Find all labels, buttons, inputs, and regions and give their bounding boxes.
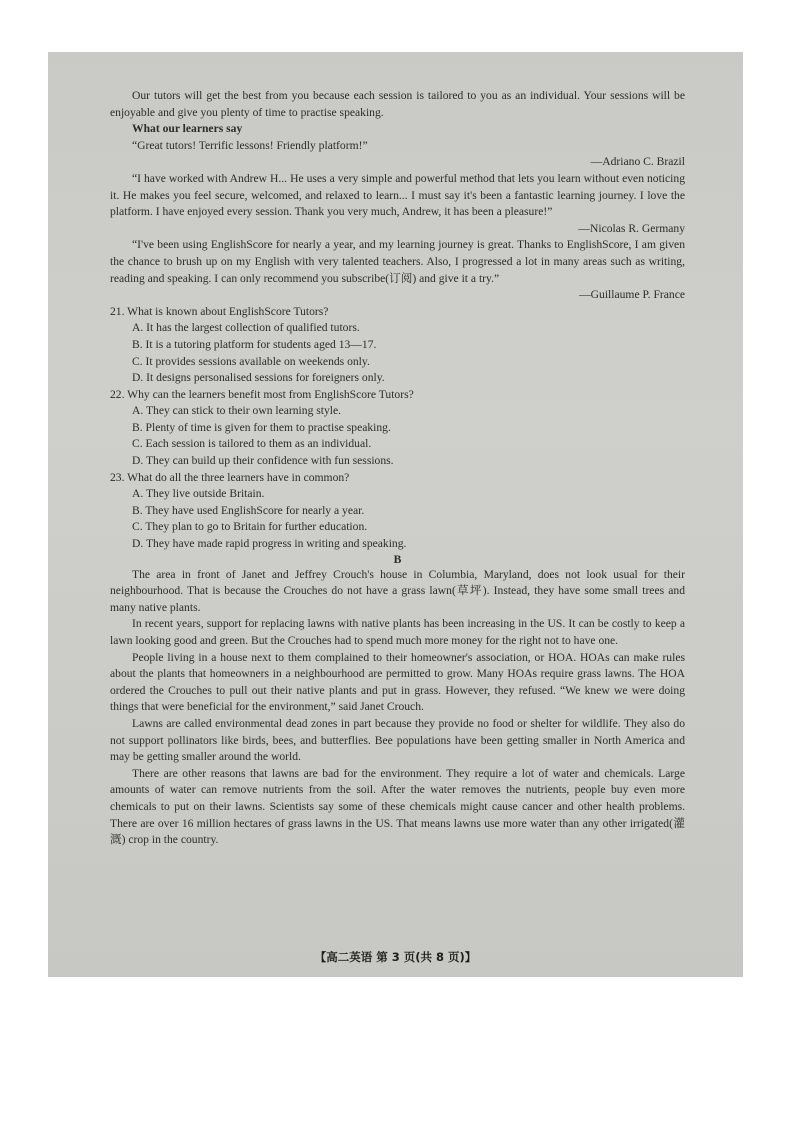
question-stem: 23. What do all the three learners have in common? <box>110 470 350 484</box>
option-a: A. It has the largest collection of qualified tutors. <box>132 321 360 335</box>
question-23 <box>110 470 685 553</box>
passage-b-paragraph-2: In recent years, support for replacing lawns with native plants has been increasing in the US. It can be costly to keep a lawn looking good and green. But the Crouches had to spend much more money for the right not to have one. <box>110 617 685 647</box>
option-b: B. It is a tutoring platform for students aged 13—17. <box>132 337 377 351</box>
option-d: D. They can build up their confidence with fun sessions. <box>132 454 394 468</box>
question-22 <box>110 387 685 470</box>
review-2-author: —Nicolas R. Germany <box>578 221 685 235</box>
passage-b-paragraph-1: The area in front of Janet and Jeffrey Crouch's house in Columbia, Maryland, does not look usual for their neighbourhood. That is because the Crouches do not have a grass lawn(草坪). Instead, they have some small trees and many native plants. <box>110 567 685 614</box>
option-c: C. They plan to go to Britain for further education. <box>132 520 368 534</box>
passage-b-paragraph-4: Lawns are called environmental dead zones in part because they provide no food or shelter for wildlife. They also do not support pollinators like birds, bees, and butterflies. Bee populations have been getting smaller in North America and may be getting smaller around the world. <box>110 716 685 764</box>
exam-page-photo <box>48 52 743 977</box>
page-footer: 【高二英语 第 3 页(共 8 页)】 <box>314 950 477 964</box>
option-a: A. They can stick to their own learning style. <box>132 404 342 418</box>
option-c: C. Each session is tailored to them as an individual. <box>132 437 372 451</box>
option-b: B. Plenty of time is given for them to practise speaking. <box>132 420 391 434</box>
option-c: C. It provides sessions available on weekends only. <box>132 354 370 368</box>
option-d: D. They have made rapid progress in writing and speaking. <box>132 537 407 551</box>
review-1-text: “Great tutors! Terrific lessons! Friendly platform!” <box>132 138 368 152</box>
passage-b-paragraph-5: There are other reasons that lawns are bad for the environment. They require a lot of water and chemicals. Large amounts of water can remove nutrients from the soil. After the water removes the nutrients, people buy even more chemicals to put on their lawns. Scientists say some of these chemicals might cause cancer and other health problems. There are over 16 million hectares of grass lawns in the US. That means lawns use more water than any other irrigated(灌溉) crop in the country. <box>110 766 685 847</box>
option-d: D. It designs personalised sessions for foreigners only. <box>132 371 385 385</box>
question-stem: 22. Why can the learners benefit most from EnglishScore Tutors? <box>110 387 414 401</box>
review-2-text: “I have worked with Andrew H... He uses a very simple and powerful method that lets you learn without even noticing it. He makes you feel secure, welcomed, and relaxed to learn... I must say it's been a fantastic learning journey. I love the platform. I have enjoyed every session. Thank you very much, Andrew, it has been a pleasure!” <box>110 171 685 219</box>
review-3-text: “I've been using EnglishScore for nearly a year, and my learning journey is great. Thanks to EnglishScore, I am given the chance to brush up on my English with very talented teachers. Also, I progressed a lot in many areas such as writing, reading and speaking. I can only recommend you subscribe(订阅) and give it a try.” <box>110 238 685 285</box>
question-stem: 21. What is known about EnglishScore Tutors? <box>110 304 329 318</box>
passage-a-heading: What our learners say <box>132 122 243 136</box>
passage-b-label: B <box>393 552 402 566</box>
option-a: A. They live outside Britain. <box>132 487 265 501</box>
question-21 <box>110 304 685 387</box>
passage-b-paragraph-3: People living in a house next to them complained to their homeowner's association, or HOA. HOAs can make rules about the plants that homeowners in a neighbourhood are permitted to grow. Many HOAs require grass lawns. The HOA ordered the Crouches to pull out their native plants and put in grass. However, they refused. “We knew we were doing things that were beneficial for the environment,” said Janet Crouch. <box>110 650 685 714</box>
review-3-author: —Guillaume P. France <box>579 288 685 302</box>
option-b: B. They have used EnglishScore for nearly a year. <box>132 503 365 517</box>
passage-a-intro: Our tutors will get the best from you because each session is tailored to you as an individual. Your sessions will be enjoyable and give you plenty of time to practise speaking. <box>110 89 685 119</box>
review-1-author: —Adriano C. Brazil <box>590 155 685 169</box>
